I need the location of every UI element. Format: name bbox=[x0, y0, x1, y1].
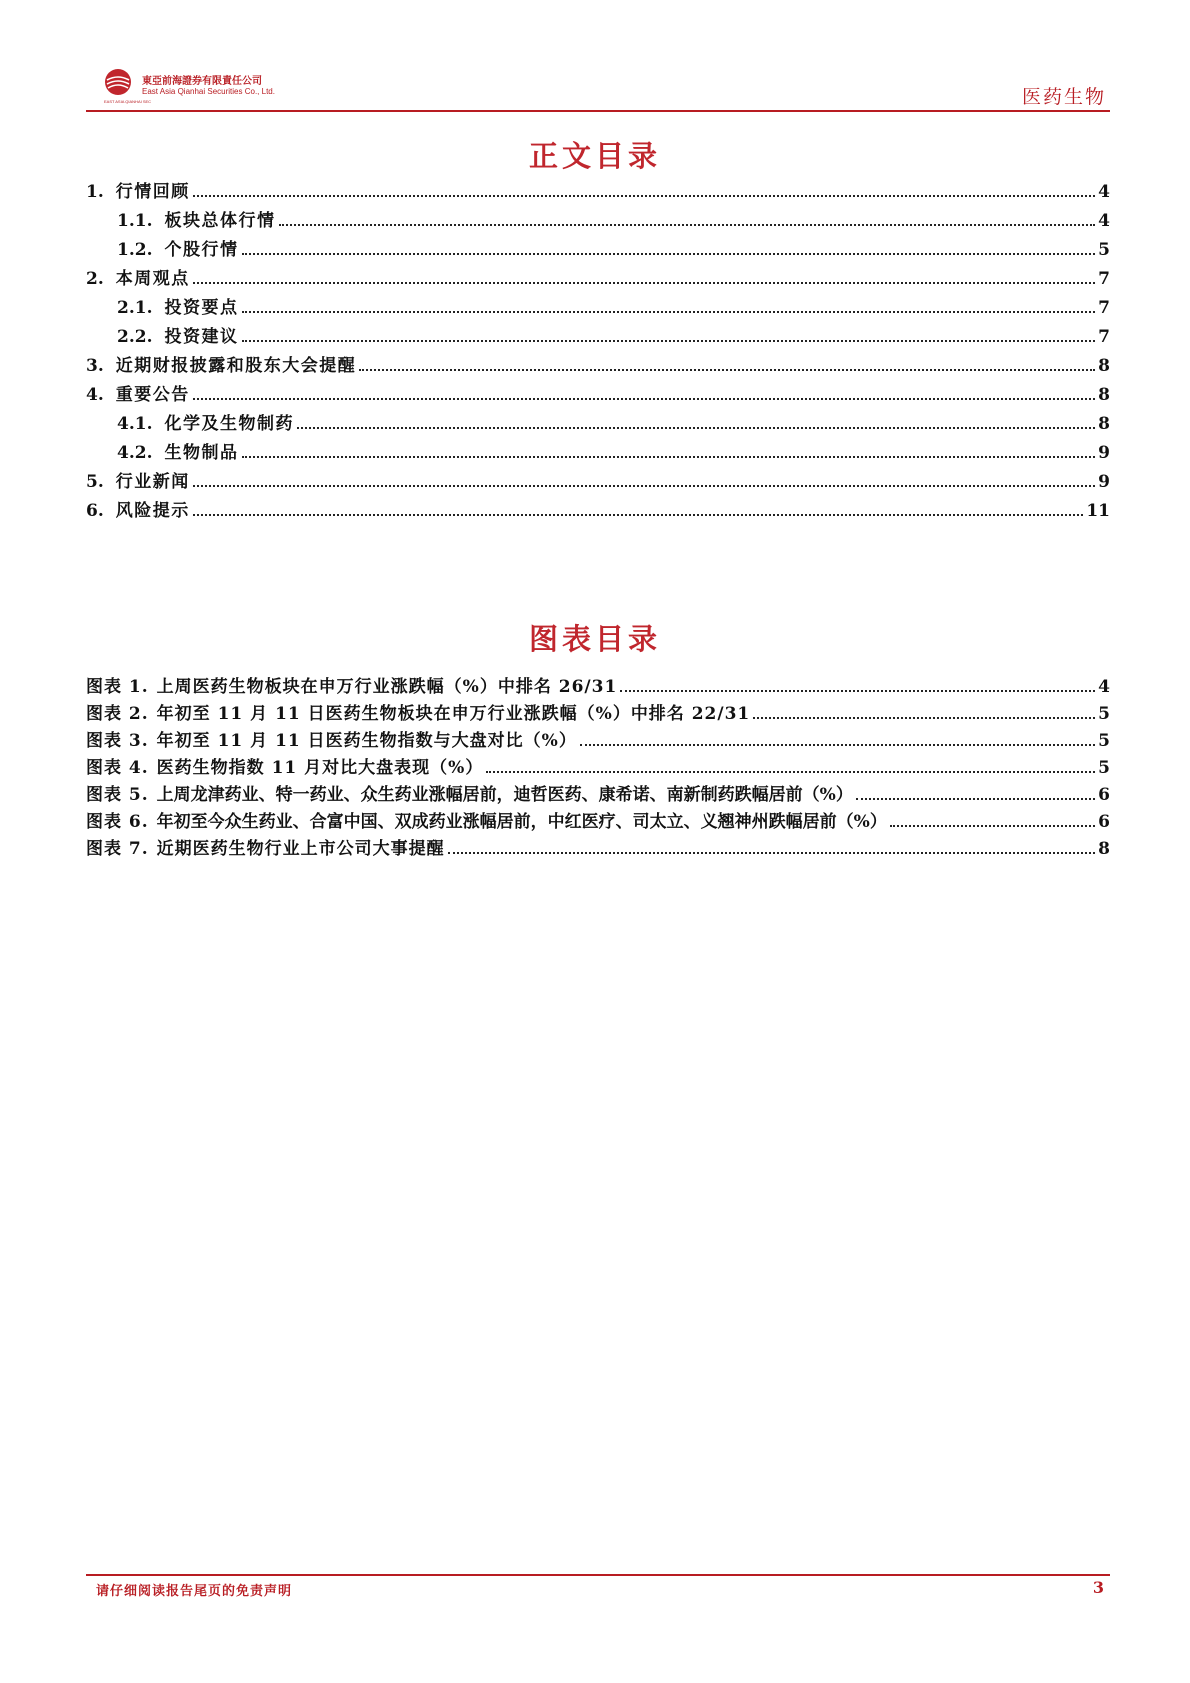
toc-leader-dots bbox=[279, 223, 1096, 226]
figure-entry-page: 6 bbox=[1098, 785, 1110, 805]
toc-entry-title: 个股行情 bbox=[164, 240, 239, 260]
figure-leader-dots bbox=[580, 743, 1095, 746]
figure-leader-dots bbox=[856, 797, 1095, 800]
toc-entry-title: 化学及生物制药 bbox=[164, 414, 294, 434]
toc-entry-number: 1.2. bbox=[117, 240, 153, 260]
toc-entry-title: 投资建议 bbox=[164, 327, 239, 347]
toc-entry-title: 投资要点 bbox=[164, 298, 239, 318]
header-divider bbox=[86, 110, 1110, 112]
figure-entry-title: 年初至 11 月 11 日医药生物指数与大盘对比（%） bbox=[156, 731, 577, 751]
company-logo bbox=[86, 68, 286, 112]
figure-entry[interactable] bbox=[86, 833, 1110, 859]
toc-entry-number: 2.2. bbox=[117, 327, 153, 347]
figure-leader-dots bbox=[448, 851, 1095, 854]
toc-entry-title: 近期财报披露和股东大会提醒 bbox=[115, 356, 357, 376]
toc-entry[interactable] bbox=[117, 437, 1110, 463]
figure-entry-page: 5 bbox=[1098, 731, 1110, 751]
footer-disclaimer: 请仔细阅读报告尾页的免责声明 bbox=[96, 1584, 293, 1599]
toc-leader-dots bbox=[193, 484, 1095, 487]
toc-entry-page: 4 bbox=[1098, 211, 1110, 231]
page-header bbox=[86, 58, 1110, 110]
figure-entry-title: 上周医药生物板块在申万行业涨跌幅（%）中排名 26/31 bbox=[156, 677, 618, 697]
toc-entry[interactable] bbox=[86, 379, 1110, 405]
figure-leader-dots bbox=[890, 824, 1095, 827]
toc-entry-page: 8 bbox=[1098, 385, 1110, 405]
toc-entry[interactable] bbox=[86, 495, 1110, 521]
figure-entry-title: 医药生物指数 11 月对比大盘表现（%） bbox=[156, 758, 484, 778]
toc-entry-page: 7 bbox=[1098, 327, 1110, 347]
toc-entry[interactable] bbox=[117, 408, 1110, 434]
figure-entry-label: 图表 2. bbox=[86, 704, 149, 724]
figure-entry[interactable] bbox=[86, 725, 1110, 751]
figure-entry-label: 图表 4. bbox=[86, 758, 149, 778]
toc-entry-page: 5 bbox=[1098, 240, 1110, 260]
toc-entry-page: 9 bbox=[1098, 472, 1110, 492]
toc-entry-number: 4.2. bbox=[117, 443, 153, 463]
toc-entry-number: 1. bbox=[86, 182, 104, 202]
toc-leader-dots bbox=[242, 339, 1096, 342]
company-name-en: East Asia Qianhai Securities Co., Ltd. bbox=[142, 87, 275, 96]
figure-entry-page: 4 bbox=[1098, 677, 1110, 697]
figure-leader-dots bbox=[486, 770, 1095, 773]
figure-entry-label: 图表 3. bbox=[86, 731, 149, 751]
toc-entry-number: 1.1. bbox=[117, 211, 153, 231]
toc-entry-page: 9 bbox=[1098, 443, 1110, 463]
figure-entry-label: 图表 1. bbox=[86, 677, 149, 697]
toc-leader-dots bbox=[193, 397, 1095, 400]
toc-entry-number: 5. bbox=[86, 472, 104, 492]
figure-entry-title: 年初至 11 月 11 日医药生物板块在申万行业涨跌幅（%）中排名 22/31 bbox=[156, 704, 751, 724]
toc-leader-dots bbox=[242, 455, 1096, 458]
toc-leader-dots bbox=[193, 513, 1084, 516]
figures-title: 图表目录 bbox=[528, 622, 661, 656]
toc-entry-page: 7 bbox=[1098, 298, 1110, 318]
toc-entry-number: 6. bbox=[86, 501, 104, 521]
toc-entry-number: 3. bbox=[86, 356, 104, 376]
toc-entry[interactable] bbox=[117, 321, 1110, 347]
toc-entry-title: 重要公告 bbox=[115, 385, 190, 405]
figure-entry-page: 6 bbox=[1098, 812, 1110, 832]
toc-entry-title: 板块总体行情 bbox=[164, 211, 276, 231]
toc-entry-page: 7 bbox=[1098, 269, 1110, 289]
figure-entry-label: 图表 5. bbox=[86, 785, 149, 805]
company-name-cn: 東亞前海證券有限責任公司 bbox=[142, 76, 262, 87]
company-name-tiny: EAST ASIA QIANHAI SEC bbox=[104, 99, 152, 104]
toc-entry-number: 4.1. bbox=[117, 414, 153, 434]
toc-entry[interactable] bbox=[86, 350, 1110, 376]
toc-entry-title: 本周观点 bbox=[115, 269, 190, 289]
toc-entry-title: 生物制品 bbox=[164, 443, 239, 463]
figure-entry-label: 图表 6. bbox=[86, 812, 149, 832]
toc-entry-number: 2.1. bbox=[117, 298, 153, 318]
toc-entry-number: 2. bbox=[86, 269, 104, 289]
figure-entry[interactable] bbox=[86, 698, 1110, 724]
toc-leader-dots bbox=[193, 194, 1095, 197]
figure-entry-page: 8 bbox=[1098, 839, 1110, 859]
footer-divider bbox=[86, 1574, 1110, 1576]
toc-entry[interactable] bbox=[86, 263, 1110, 289]
toc-title: 正文目录 bbox=[528, 139, 661, 173]
figure-entry-title: 上周龙津药业、特一药业、众生药业涨幅居前，迪哲医药、康希诺、南新制药跌幅居前（%） bbox=[156, 785, 853, 805]
toc-entry-page: 4 bbox=[1098, 182, 1110, 202]
figure-entry[interactable] bbox=[86, 671, 1110, 697]
toc-leader-dots bbox=[193, 281, 1095, 284]
figure-entry-page: 5 bbox=[1098, 704, 1110, 724]
toc-entry-title: 行业新闻 bbox=[115, 472, 190, 492]
figure-leader-dots bbox=[620, 689, 1095, 692]
toc-entry-title: 风险提示 bbox=[115, 501, 190, 521]
figure-entry-title: 近期医药生物行业上市公司大事提醒 bbox=[156, 839, 445, 859]
toc-leader-dots bbox=[297, 426, 1095, 429]
figure-entry-page: 5 bbox=[1098, 758, 1110, 778]
toc-leader-dots bbox=[242, 310, 1096, 313]
toc-entry-title: 行情回顾 bbox=[115, 182, 190, 202]
figure-entry[interactable] bbox=[86, 806, 1110, 832]
figure-entry[interactable] bbox=[86, 779, 1110, 805]
toc-leader-dots bbox=[359, 368, 1095, 371]
figure-entry-title: 年初至今众生药业、合富中国、双成药业涨幅居前，中红医疗、司太立、义翘神州跌幅居前（%） bbox=[156, 812, 887, 832]
toc-entry-page: 8 bbox=[1098, 414, 1110, 434]
toc-entry-page: 11 bbox=[1086, 501, 1110, 521]
toc-entry[interactable] bbox=[117, 292, 1110, 318]
toc-entry-page: 8 bbox=[1098, 356, 1110, 376]
toc-entry[interactable] bbox=[86, 466, 1110, 492]
page-number: 3 bbox=[1092, 1578, 1104, 1597]
toc-leader-dots bbox=[242, 252, 1096, 255]
toc-entry[interactable] bbox=[86, 176, 1110, 202]
toc-entry[interactable] bbox=[117, 205, 1110, 231]
company-logo-icon bbox=[104, 68, 132, 96]
toc-entry[interactable] bbox=[117, 234, 1110, 260]
figure-entry[interactable] bbox=[86, 752, 1110, 778]
industry-label: 医药生物 bbox=[1021, 86, 1106, 108]
figure-leader-dots bbox=[753, 716, 1095, 719]
toc-entry-number: 4. bbox=[86, 385, 104, 405]
figure-entry-label: 图表 7. bbox=[86, 839, 149, 859]
